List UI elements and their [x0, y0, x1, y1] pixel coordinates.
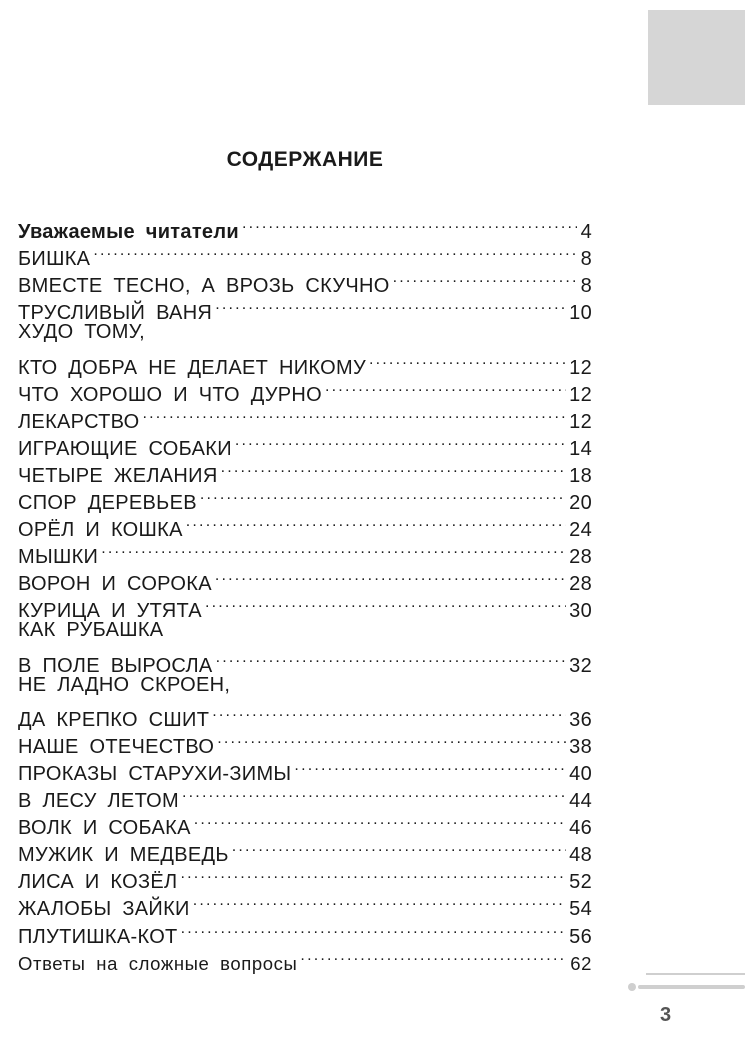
toc-entry	[18, 211, 592, 244]
dot-leader	[143, 401, 567, 428]
page-title: СОДЕРЖАНИЕ	[226, 148, 384, 171]
dot-leader	[300, 943, 567, 970]
toc-entry	[18, 645, 592, 677]
toc-entry-title: КТО ДОБРА НЕ ДЕЛАЕТ НИКОМУ	[18, 356, 366, 379]
toc-entry-title: В ЛЕСУ ЛЕТОМ	[18, 790, 180, 813]
toc-entry-page: 24	[569, 519, 592, 542]
toc-entry-page: 12	[569, 410, 592, 433]
toc-entry-page: 28	[569, 546, 592, 569]
dot-leader	[369, 346, 566, 373]
toc-entry-title: ВМЕСТЕ ТЕСНО, А ВРОЗЬ СКУЧНО	[18, 275, 390, 298]
toc-entry	[18, 536, 592, 569]
dot-leader	[242, 211, 577, 238]
dot-leader	[180, 861, 566, 888]
dot-leader	[232, 834, 566, 861]
toc-entry-title: КУРИЦА И УТЯТА	[18, 600, 202, 623]
dot-leader	[193, 888, 566, 915]
toc-entry-title: ЧТО ХОРОШО И ЧТО ДУРНО	[18, 383, 323, 406]
toc-entry-line1	[18, 319, 592, 346]
toc-entry-title: ДА КРЕПКО СШИТ	[18, 708, 210, 731]
toc-entry-page: 8	[580, 275, 592, 298]
toc-entry-page: 62	[570, 952, 592, 974]
dot-leader	[205, 590, 566, 617]
corner-tab	[648, 10, 745, 105]
toc-entry-title: Ответы на сложные вопросы	[18, 952, 298, 974]
toc-entry-title: ПРОКАЗЫ СТАРУХИ-ЗИМЫ	[18, 762, 292, 785]
toc-entry-title: ХУДО ТОМУ,	[18, 321, 145, 344]
toc-entry-title: ТРУСЛИВЫЙ ВАНЯ	[18, 302, 213, 325]
toc-entry-page: 32	[569, 654, 592, 677]
dot-leader	[186, 509, 566, 536]
toc-entry-line1	[18, 672, 592, 699]
toc-entry-title: КАК РУБАШКА	[18, 619, 164, 642]
toc-entry-title: НАШЕ ОТЕЧЕСТВО	[18, 735, 215, 758]
toc-entry-page: 48	[569, 844, 592, 867]
toc-entry-title: ЧЕТЫРЕ ЖЕЛАНИЯ	[18, 464, 218, 487]
toc-entry-page: 56	[569, 925, 592, 948]
toc-entry-title: МУЖИК И МЕДВЕДЬ	[18, 844, 229, 867]
toc-entry-page: 20	[569, 492, 592, 515]
toc-entry-title: ПЛУТИШКА-КОТ	[18, 925, 178, 948]
footer-rule-dot	[628, 983, 636, 991]
dot-leader	[216, 645, 567, 672]
page-number: 3	[660, 1004, 672, 1026]
toc-entry	[18, 265, 592, 298]
footer-rule-line	[638, 985, 745, 989]
toc-entry-page: 38	[569, 735, 592, 758]
toc-entry-line1	[18, 617, 592, 644]
dot-leader	[325, 374, 566, 401]
dot-leader	[194, 807, 566, 834]
toc-entry	[18, 238, 592, 271]
footer-decoration	[628, 970, 745, 1010]
dot-leader	[101, 536, 566, 563]
toc-entry	[18, 699, 592, 731]
toc-entry-page: 10	[569, 302, 592, 325]
toc-entry-page: 40	[569, 762, 592, 785]
toc-entry-page: 8	[580, 248, 592, 271]
toc-entry-page: 4	[580, 221, 592, 244]
toc-entry-title: ЖАЛОБЫ ЗАЙКИ	[18, 898, 190, 921]
dot-leader	[235, 428, 566, 455]
toc-entry-title: ЛИСА И КОЗЁЛ	[18, 871, 178, 894]
dot-leader	[181, 915, 567, 942]
toc-entry-title: БИШКА	[18, 248, 91, 271]
dot-leader	[393, 265, 577, 292]
toc-entry-title: НЕ ЛАДНО СКРОЕН,	[18, 673, 231, 696]
dot-leader	[221, 455, 567, 482]
toc-entry	[18, 346, 592, 379]
toc-entry-title: МЫШКИ	[18, 546, 99, 569]
dot-leader	[182, 780, 566, 807]
footer-rule-line	[646, 973, 745, 975]
toc-entry-page: 54	[569, 898, 592, 921]
toc-entry-page: 30	[569, 600, 592, 623]
dot-leader	[200, 482, 566, 509]
toc-entry-page: 46	[569, 817, 592, 840]
toc-entry-title: ИГРАЮЩИЕ СОБАКИ	[18, 437, 232, 460]
dot-leader	[217, 726, 566, 753]
toc-entry-page: 14	[569, 437, 592, 460]
toc-entry-page: 36	[569, 708, 592, 731]
dot-leader	[93, 238, 577, 265]
dot-leader	[294, 753, 566, 780]
toc-entry	[18, 563, 592, 596]
toc-entry-page: 18	[569, 464, 592, 487]
toc-entry-title: СПОР ДЕРЕВЬЕВ	[18, 492, 197, 515]
toc-entry-title: В ПОЛЕ ВЫРОСЛА	[18, 654, 213, 677]
toc-entry-page: 12	[569, 383, 592, 406]
toc-entry-page: 28	[569, 573, 592, 596]
table-of-contents	[18, 211, 592, 974]
toc-entry-title: Уважаемые читатели	[18, 221, 239, 244]
dot-leader	[215, 292, 566, 319]
toc-entry-title: ОРЁЛ И КОШКА	[18, 519, 183, 542]
dot-leader	[212, 699, 566, 726]
toc-entry-page: 44	[569, 790, 592, 813]
toc-entry-page: 12	[569, 356, 592, 379]
toc-entry-page: 52	[569, 871, 592, 894]
toc-entry-title: ВОЛК И СОБАКА	[18, 817, 191, 840]
toc-entry-title: ЛЕКАРСТВО	[18, 410, 140, 433]
dot-leader	[215, 563, 566, 590]
toc-entry-title: ВОРОН И СОРОКА	[18, 573, 212, 596]
